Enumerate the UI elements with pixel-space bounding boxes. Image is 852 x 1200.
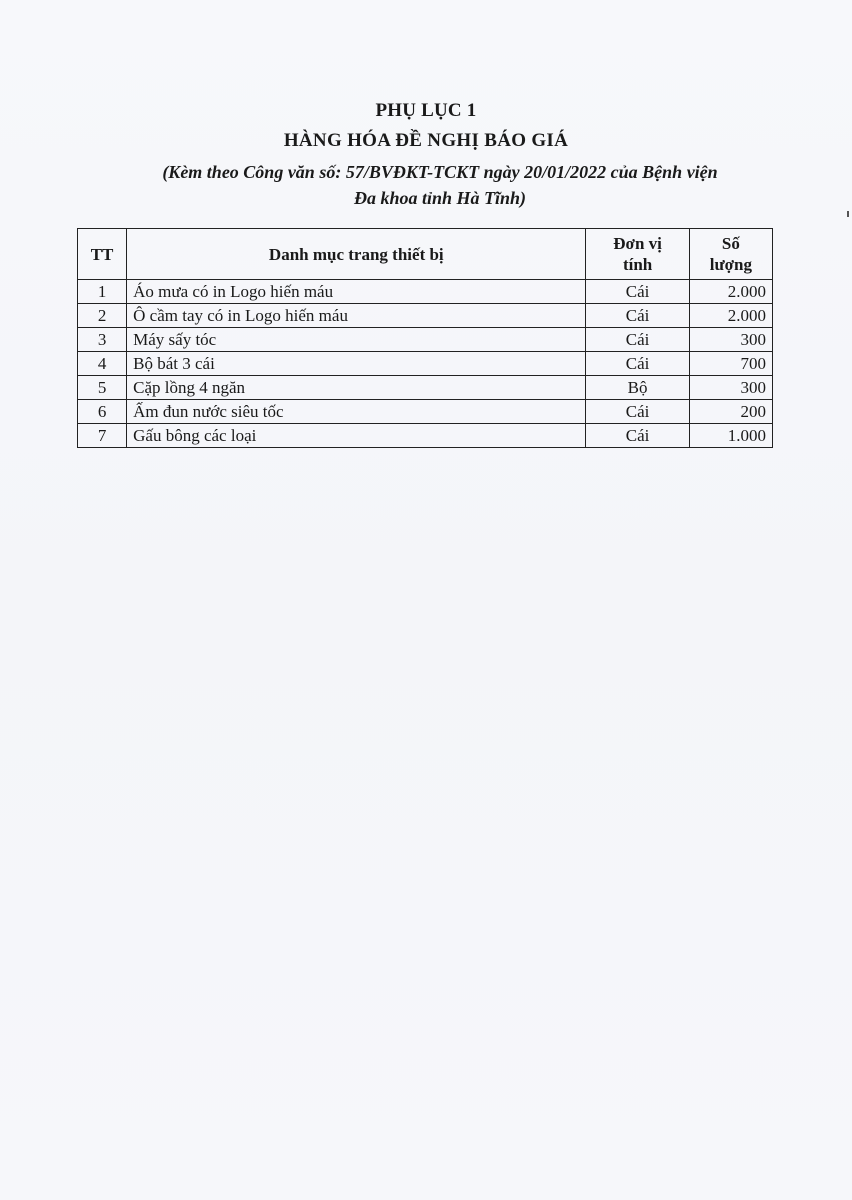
table-row	[78, 328, 773, 352]
cell-name: Ô cầm tay có in Logo hiến máu	[127, 304, 586, 328]
cell-qty: 2.000	[689, 280, 772, 304]
cell-tt: 7	[78, 424, 127, 448]
cell-qty: 2.000	[689, 304, 772, 328]
table-header-row	[78, 229, 773, 280]
scan-edge-mark	[847, 211, 849, 217]
cell-qty: 300	[689, 376, 772, 400]
cell-unit: Cái	[586, 400, 689, 424]
cell-tt: 2	[78, 304, 127, 328]
header-unit	[586, 229, 689, 280]
header-qty	[689, 229, 772, 280]
header-unit-line-2: tính	[622, 255, 653, 274]
cell-tt: 4	[78, 352, 127, 376]
subtitle-line-2: Đa khoa tỉnh Hà Tĩnh)	[353, 188, 527, 208]
subtitle-line-1: (Kèm theo Công văn số: 57/BVĐKT-TCKT ngày 20/01/2022 của Bệnh viện	[162, 162, 718, 182]
header-tt: TT	[78, 229, 127, 280]
items-table	[77, 228, 773, 448]
cell-unit: Cái	[586, 304, 689, 328]
table-row	[78, 376, 773, 400]
cell-unit: Cái	[586, 352, 689, 376]
cell-qty: 700	[689, 352, 772, 376]
table-row	[78, 304, 773, 328]
cell-name: Ấm đun nước siêu tốc	[127, 400, 586, 424]
cell-name: Máy sấy tóc	[127, 328, 586, 352]
cell-name: Cặp lồng 4 ngăn	[127, 376, 586, 400]
document-heading: HÀNG HÓA ĐỀ NGHỊ BÁO GIÁ	[283, 130, 569, 151]
header-qty-line-2: lượng	[709, 255, 753, 274]
table-row	[78, 280, 773, 304]
cell-tt: 1	[78, 280, 127, 304]
table-row	[78, 400, 773, 424]
appendix-title: PHỤ LỤC 1	[375, 100, 477, 121]
cell-tt: 5	[78, 376, 127, 400]
cell-qty: 300	[689, 328, 772, 352]
header-qty-line-1: Số	[721, 234, 740, 253]
cell-qty: 1.000	[689, 424, 772, 448]
cell-qty: 200	[689, 400, 772, 424]
cell-unit: Cái	[586, 280, 689, 304]
cell-unit: Cái	[586, 424, 689, 448]
cell-tt: 6	[78, 400, 127, 424]
cell-name: Bộ bát 3 cái	[127, 352, 586, 376]
cell-name: Gấu bông các loại	[127, 424, 586, 448]
table-row	[78, 352, 773, 376]
cell-unit: Bộ	[586, 376, 689, 400]
header-unit-line-1: Đơn vị	[613, 234, 662, 253]
cell-tt: 3	[78, 328, 127, 352]
table-row	[78, 424, 773, 448]
header-name: Danh mục trang thiết bị	[127, 229, 586, 280]
cell-unit: Cái	[586, 328, 689, 352]
cell-name: Áo mưa có in Logo hiến máu	[127, 280, 586, 304]
document-subtitle	[120, 159, 760, 211]
